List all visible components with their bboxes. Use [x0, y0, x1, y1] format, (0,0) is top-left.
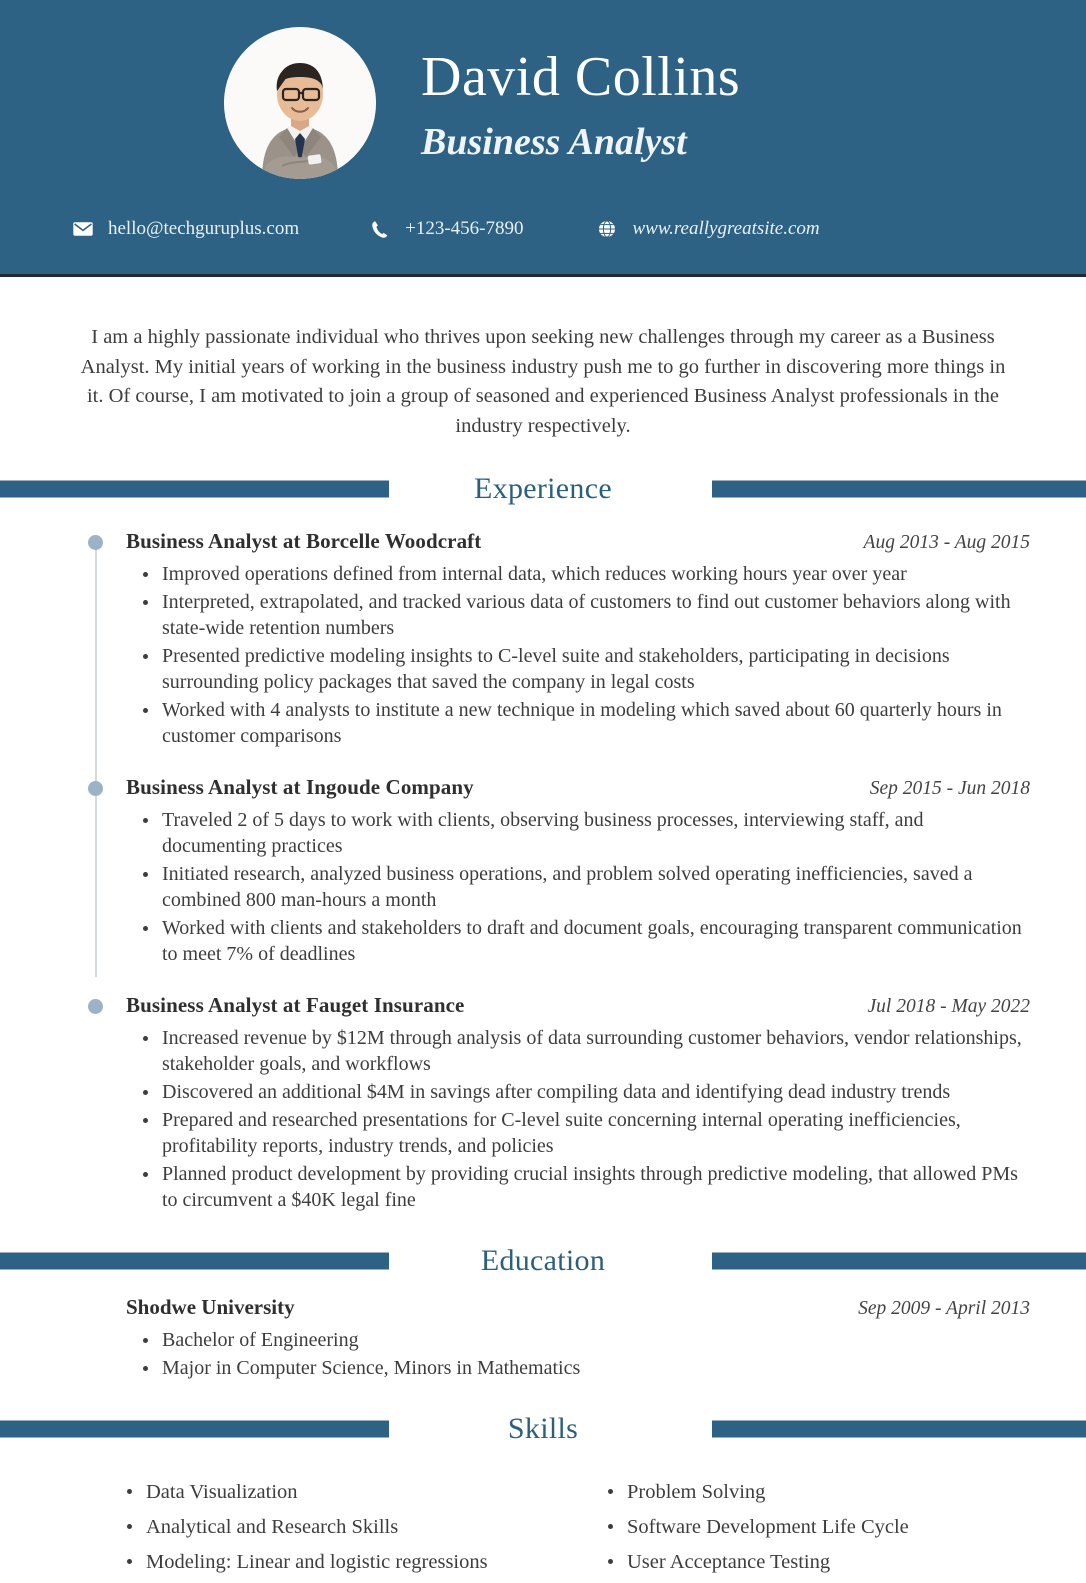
timeline-dot [88, 999, 103, 1014]
list-item: Analytical and Research Skills [144, 1513, 543, 1542]
list-item: Major in Computer Science, Minors in Mathematics [160, 1355, 1030, 1381]
list-item: Prepared and researched presentations for C-level suite concerning internal operating inefficiencies, profitability reports, industry trends, and policies [160, 1107, 1030, 1159]
skills-section [0, 1451, 1086, 1583]
experience-item-header [126, 529, 1030, 554]
timeline-dot [88, 781, 103, 796]
section-header-skills [0, 1407, 1086, 1451]
experience-role: Business Analyst at Ingoude Company [126, 775, 474, 800]
education-item [56, 1295, 1030, 1381]
experience-date: Jul 2018 - May 2022 [867, 996, 1030, 1018]
section-header-experience [0, 467, 1086, 511]
globe-icon [596, 218, 618, 240]
contact-row [0, 218, 1086, 240]
education-item-header [126, 1295, 1030, 1320]
section-bar-right [712, 1253, 1086, 1270]
skills-column-left [56, 1471, 543, 1583]
contact-email[interactable] [72, 218, 299, 240]
timeline-dot [88, 535, 103, 550]
list-item: Improved operations defined from internal data, which reduces working hours year over year [160, 561, 1030, 587]
list-item: Presented predictive modeling insights to C-level suite and stakeholders, participating in decisions surrounding policy packages that saved the company in legal costs [160, 643, 1030, 695]
section-bar-left [0, 481, 389, 498]
education-school: Shodwe University [126, 1295, 295, 1320]
full-name: David Collins [421, 46, 741, 108]
experience-role: Business Analyst at Borcelle Woodcraft [126, 529, 482, 554]
experience-item-header [126, 775, 1030, 800]
section-bar-right [712, 1421, 1086, 1438]
name-block [421, 45, 740, 161]
list-item: Worked with clients and stakeholders to draft and document goals, encouraging transparent communication to meet 7% of deadlines [160, 915, 1030, 967]
list-item: Planned product development by providing crucial insights through predictive modeling, that allowed PMs to circumvent a $40K legal fine [160, 1161, 1030, 1213]
section-bar-left [0, 1253, 389, 1270]
email-icon [72, 218, 94, 240]
contact-website-text: www.reallygreatsite.com [632, 218, 820, 239]
contact-website[interactable] [596, 218, 819, 240]
skills-list-left [110, 1478, 543, 1577]
profile-photo-illustration [224, 27, 376, 179]
education-bullets [126, 1327, 1030, 1381]
list-item: Increased revenue by $12M through analysis of data surrounding customer behaviors, vendor relationships, stakeholder goals, and workflows [160, 1025, 1030, 1077]
education-date: Sep 2009 - April 2013 [858, 1298, 1030, 1320]
section-header-education [0, 1239, 1086, 1283]
experience-role: Business Analyst at Fauget Insurance [126, 993, 465, 1018]
education-section [0, 1283, 1086, 1381]
list-item: Problem Solving [625, 1478, 1030, 1507]
experience-item-header [126, 993, 1030, 1018]
section-title-education: Education [463, 1244, 623, 1278]
list-item: Interpreted, extrapolated, and tracked various data of customers to find out customer behaviors along with state-wide retention numbers [160, 589, 1030, 641]
contact-phone-text: +123-456-7890 [405, 218, 524, 239]
profile-summary: I am a highly passionate individual who thrives upon seeking new challenges through my career as a Business Analyst. My initial years of working in the business industry push me to go further in discovering more things in it. Of course, I am motivated to join a group of seasoned and experienced Business Analyst professionals in the industry respectively. [80, 326, 1006, 437]
section-bar-right [712, 481, 1086, 498]
section-title-skills: Skills [490, 1412, 596, 1446]
experience-date: Aug 2013 - Aug 2015 [863, 532, 1030, 554]
experience-bullets [126, 561, 1030, 749]
experience-item [56, 993, 1030, 1213]
contact-email-text: hello@techguruplus.com [108, 218, 300, 239]
list-item: Software Development Life Cycle [625, 1513, 1030, 1542]
list-item: Worked with 4 analysts to institute a new technique in modeling which saved about 60 quarterly hours in customer comparisons [160, 697, 1030, 749]
list-item: Discovered an additional $4M in savings after compiling data and identifying dead industry trends [160, 1079, 1030, 1105]
resume-header [0, 0, 1086, 277]
phone-icon [369, 218, 391, 240]
avatar [224, 27, 376, 179]
job-title: Business Analyst [421, 121, 687, 163]
list-item: Traveled 2 of 5 days to work with clients, observing business processes, interviewing staff, and documenting practices [160, 807, 1030, 859]
experience-item [56, 529, 1030, 749]
list-item: Modeling: Linear and logistic regressions [144, 1548, 543, 1577]
list-item: Initiated research, analyzed business operations, and problem solved operating inefficiencies, saved a combined 800 man-hours a month [160, 861, 1030, 913]
experience-bullets [126, 1025, 1030, 1213]
skills-column-right [543, 1471, 1030, 1583]
experience-bullets [126, 807, 1030, 967]
section-bar-left [0, 1421, 389, 1438]
experience-item [56, 775, 1030, 967]
section-title-experience: Experience [456, 472, 630, 506]
contact-phone[interactable] [369, 218, 523, 240]
experience-date: Sep 2015 - Jun 2018 [869, 778, 1030, 800]
header-top-row [0, 0, 1086, 179]
list-item: Data Visualization [144, 1478, 543, 1507]
experience-section [0, 511, 1086, 1213]
skills-list-right [591, 1478, 1030, 1577]
list-item: User Acceptance Testing [625, 1548, 1030, 1577]
list-item: Bachelor of Engineering [160, 1327, 1030, 1353]
